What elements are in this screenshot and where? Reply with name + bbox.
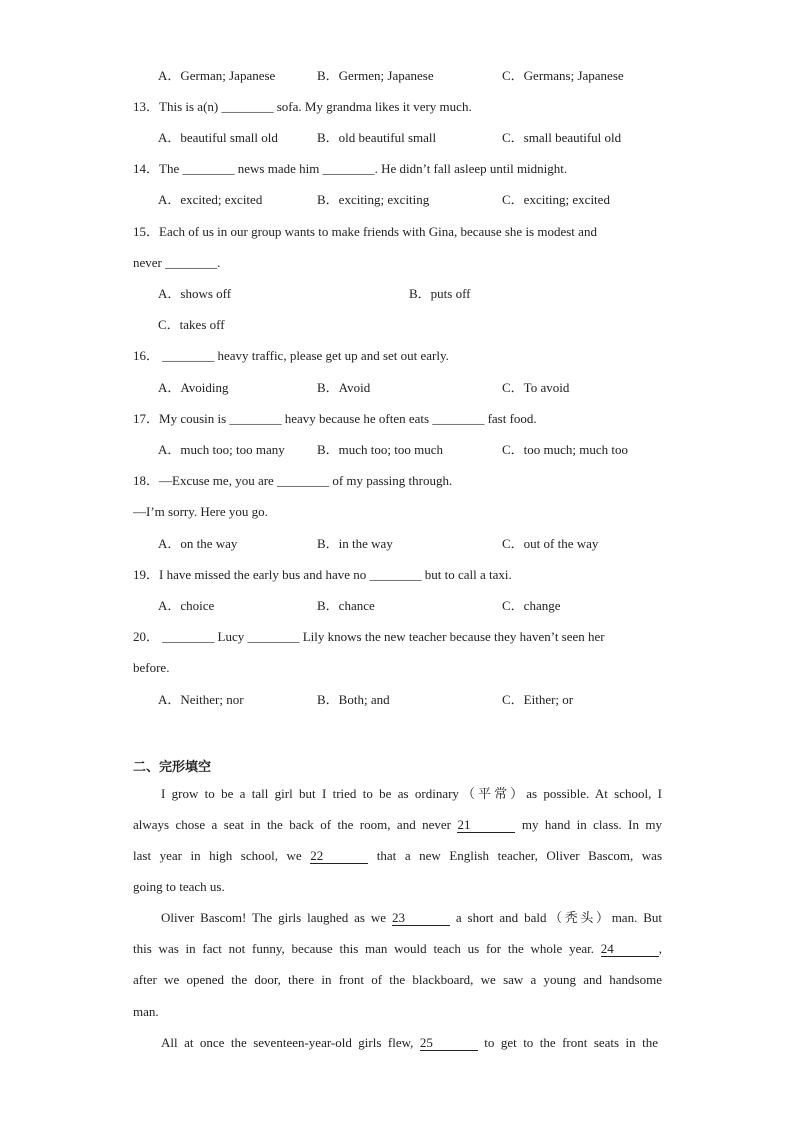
cloze-text: All at once the seventeen-year-old girls flew, bbox=[161, 1035, 414, 1050]
cloze-p1-line4: going to teach us. bbox=[133, 879, 225, 894]
q20-text-c: Lily knows the new teacher because they haven’t seen her bbox=[302, 629, 605, 644]
q18-option-b[interactable]: B．in the way bbox=[317, 536, 393, 551]
q20-blank-2: ________ bbox=[247, 629, 300, 644]
q15-text-b: never bbox=[133, 255, 162, 270]
cloze-p1-line2 bbox=[133, 817, 662, 833]
cloze-p2-line4: man. bbox=[133, 1004, 159, 1019]
question-number: 17． bbox=[133, 411, 160, 426]
cloze-text: a short and bald（秃头）man. But bbox=[455, 910, 663, 925]
q16-option-b[interactable]: B．Avoid bbox=[317, 380, 371, 395]
q16-blank: ________ bbox=[162, 348, 215, 363]
q15-option-a[interactable]: A．shows off bbox=[158, 286, 232, 301]
q16-option-a[interactable]: A．Avoiding bbox=[158, 380, 229, 395]
q14-option-c[interactable]: C．exciting; excited bbox=[502, 192, 610, 207]
q12-option-b[interactable]: B．Germen; Japanese bbox=[317, 68, 434, 83]
q14-stem bbox=[133, 161, 567, 177]
q12-option-a[interactable]: A．German; Japanese bbox=[158, 68, 276, 83]
cloze-p3-line1 bbox=[161, 1035, 658, 1051]
q15-option-b[interactable]: B．puts off bbox=[409, 286, 471, 301]
q20-blank-1: ________ bbox=[162, 629, 215, 644]
q20-stem-line2: before. bbox=[133, 660, 170, 675]
q18-text-a: —Excuse me, you are bbox=[159, 473, 274, 488]
q16-text-b: heavy traffic, please get up and set out early. bbox=[217, 348, 449, 363]
cloze-text: to get to the front seats in the bbox=[484, 1035, 658, 1050]
q13-blank: ________ bbox=[221, 99, 274, 114]
q18-blank: ________ bbox=[277, 473, 330, 488]
cloze-text: last year in high school, we bbox=[133, 848, 302, 863]
q15-blank: ________ bbox=[165, 255, 218, 270]
cloze-blank-25[interactable]: 25 bbox=[420, 1036, 478, 1051]
cloze-p1-line1: I grow to be a tall girl but I tried to be as ordinary（平常）as possible. At school, I bbox=[161, 786, 662, 801]
q15-stem-line2 bbox=[133, 255, 220, 271]
q17-option-c[interactable]: C．too much; much too bbox=[502, 442, 629, 457]
q14-blank-1: ________ bbox=[182, 161, 235, 176]
q17-text-b: heavy because he often eats bbox=[284, 411, 430, 426]
q19-text-a: I have missed the early bus and have no bbox=[159, 567, 367, 582]
q20-text-b: Lucy bbox=[217, 629, 245, 644]
q19-option-a[interactable]: A．choice bbox=[158, 598, 215, 613]
cloze-blank-21[interactable]: 21 bbox=[457, 818, 515, 833]
cloze-text: Oliver Bascom! The girls laughed as we bbox=[161, 910, 387, 925]
q17-stem bbox=[133, 411, 537, 427]
q15-text-c: . bbox=[217, 255, 221, 270]
question-number: 16． bbox=[133, 348, 160, 363]
q12-option-c[interactable]: C．Germans; Japanese bbox=[502, 68, 624, 83]
question-number: 18． bbox=[133, 473, 160, 488]
q20-option-a[interactable]: A．Neither; nor bbox=[158, 692, 244, 707]
q14-text-b: news made him bbox=[237, 161, 320, 176]
cloze-text: this was in fact not funny, because this man would teach us for the whole year. bbox=[133, 941, 594, 956]
q17-blank-1: ________ bbox=[229, 411, 282, 426]
cloze-text: always chose a seat in the back of the room, and never bbox=[133, 817, 451, 832]
q20-option-c[interactable]: C．Either; or bbox=[502, 692, 574, 707]
question-number: 15． bbox=[133, 224, 160, 239]
q18-option-a[interactable]: A．on the way bbox=[158, 536, 238, 551]
cloze-p2-line1 bbox=[161, 910, 662, 926]
q20-stem-line1 bbox=[133, 629, 605, 645]
q16-option-c[interactable]: C．To avoid bbox=[502, 380, 570, 395]
q18-reply: —I’m sorry. Here you go. bbox=[133, 504, 268, 519]
question-number: 20． bbox=[133, 629, 160, 644]
q19-stem bbox=[133, 567, 512, 583]
q13-option-a[interactable]: A．beautiful small old bbox=[158, 130, 278, 145]
q14-option-b[interactable]: B．exciting; exciting bbox=[317, 192, 430, 207]
q13-stem bbox=[133, 99, 472, 115]
cloze-blank-24[interactable]: 24 bbox=[601, 942, 659, 957]
q19-option-b[interactable]: B．chance bbox=[317, 598, 375, 613]
q20-option-b[interactable]: B．Both; and bbox=[317, 692, 390, 707]
q18-option-c[interactable]: C．out of the way bbox=[502, 536, 599, 551]
q14-text-a: The bbox=[159, 161, 180, 176]
q19-option-c[interactable]: C．change bbox=[502, 598, 561, 613]
q17-blank-2: ________ bbox=[432, 411, 485, 426]
cloze-blank-23[interactable]: 23 bbox=[392, 911, 450, 926]
cloze-p2-line3: after we opened the door, there in front of the blackboard, we saw a young and handsome bbox=[133, 972, 662, 987]
q15-option-c[interactable]: C．takes off bbox=[158, 317, 225, 332]
cloze-p1-line3 bbox=[133, 848, 662, 864]
question-number: 19． bbox=[133, 567, 160, 582]
q14-blank-2: ________ bbox=[322, 161, 375, 176]
q13-option-c[interactable]: C．small beautiful old bbox=[502, 130, 622, 145]
q13-option-b[interactable]: B．old beautiful small bbox=[317, 130, 437, 145]
question-number: 13． bbox=[133, 99, 160, 114]
q19-blank: ________ bbox=[369, 567, 422, 582]
q15-text-a: Each of us in our group wants to make friends with Gina, because she is modest and bbox=[159, 224, 597, 239]
cloze-text: that a new English teacher, Oliver Bascom, was bbox=[376, 848, 663, 863]
q15-stem-line1 bbox=[133, 224, 597, 240]
cloze-p2-line2 bbox=[133, 941, 662, 957]
q18-text-b: of my passing through. bbox=[332, 473, 453, 488]
q14-option-a[interactable]: A．excited; excited bbox=[158, 192, 263, 207]
question-number: 14． bbox=[133, 161, 160, 176]
q13-text-b: sofa. My grandma likes it very much. bbox=[276, 99, 472, 114]
q14-text-c: . He didn’t fall asleep until midnight. bbox=[374, 161, 568, 176]
q17-option-a[interactable]: A．much too; too many bbox=[158, 442, 285, 457]
cloze-text: , bbox=[658, 941, 663, 956]
q17-text-a: My cousin is bbox=[159, 411, 227, 426]
section-heading-cloze: 二、完形填空 bbox=[133, 760, 212, 775]
q19-text-b: but to call a taxi. bbox=[424, 567, 512, 582]
q13-text-a: This is a(n) bbox=[159, 99, 219, 114]
q16-stem bbox=[133, 348, 449, 364]
cloze-text: my hand in class. In my bbox=[521, 817, 662, 832]
q17-option-b[interactable]: B．much too; too much bbox=[317, 442, 444, 457]
q17-text-c: fast food. bbox=[487, 411, 537, 426]
q18-stem bbox=[133, 473, 452, 489]
cloze-blank-22[interactable]: 22 bbox=[310, 849, 368, 864]
